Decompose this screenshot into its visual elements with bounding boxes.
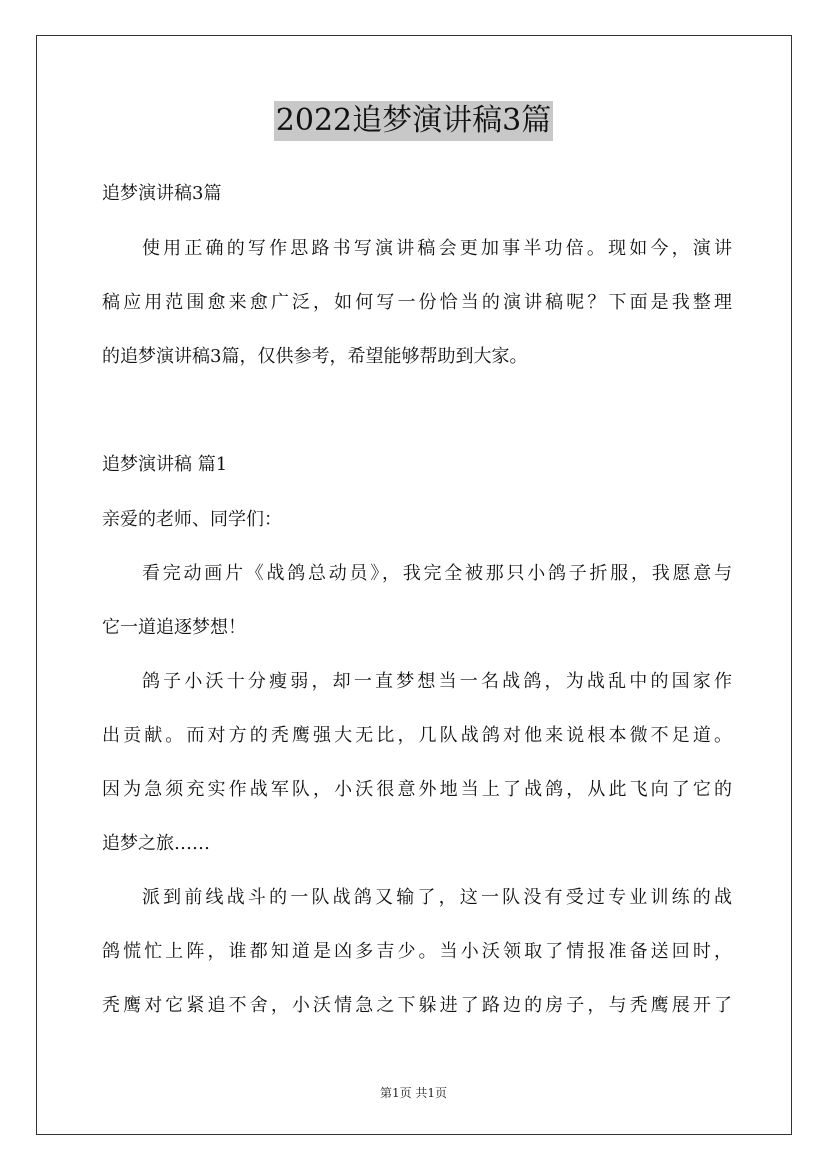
paragraph-line: 出贡献。而对方的秃鹰强大无比，几队战鸽对他来说根本微不足道。	[102, 725, 732, 746]
subtitle: 追梦演讲稿3篇	[102, 183, 222, 204]
paragraph-line: 秃鹰对它紧追不舍，小沃情急之下躲进了路边的房子，与秃鹰展开了	[102, 995, 732, 1016]
paragraph-line: 看完动画片《战鸽总动员》，我完全被那只小鸽子折服，我愿意与	[142, 563, 732, 584]
paragraph-line: 它一道追逐梦想！	[102, 617, 246, 638]
paragraph-line: 鸽慌忙上阵，谁都知道是凶多吉少。当小沃领取了情报准备送回时，	[102, 941, 732, 962]
paragraph-line: 使用正确的写作思路书写演讲稿会更加事半功倍。现如今，演讲	[142, 238, 732, 259]
paragraph-line: 的追梦演讲稿3篇，仅供参考，希望能够帮助到大家。	[102, 346, 528, 367]
paragraph-line: 派到前线战斗的一队战鸽又输了，这一队没有受过专业训练的战	[142, 887, 732, 908]
title-container	[0, 101, 827, 141]
section-heading: 追梦演讲稿 篇1	[102, 454, 228, 475]
salutation: 亲爱的老师、同学们：	[102, 509, 282, 530]
page-footer: 第1页 共1页	[379, 1086, 448, 1100]
paragraph-line: 鸽子小沃十分瘦弱，却一直梦想当一名战鸽，为战乱中的国家作	[142, 671, 732, 692]
paragraph-line: 稿应用范围愈来愈广泛，如何写一份恰当的演讲稿呢？下面是我整理	[102, 292, 732, 313]
paragraph-line: 因为急须充实作战军队，小沃很意外地当上了战鸽，从此飞向了它的	[102, 779, 732, 800]
paragraph-line: 追梦之旅……	[102, 833, 210, 854]
document-title: 2022追梦演讲稿3篇	[274, 101, 553, 141]
